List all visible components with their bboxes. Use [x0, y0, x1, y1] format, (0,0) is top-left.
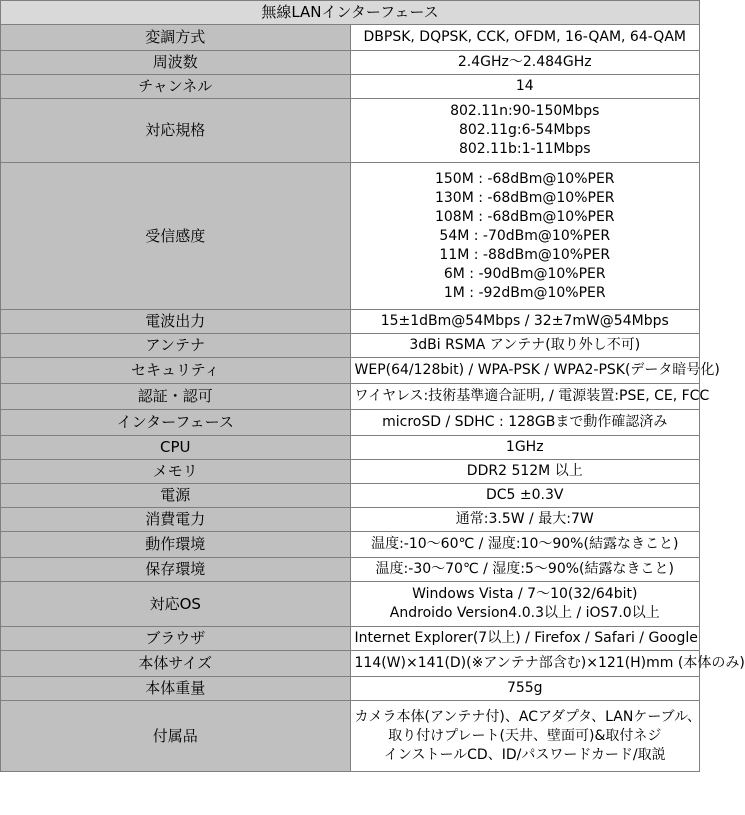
spec-label: 対応規格: [1, 99, 351, 163]
spec-value: [350, 558, 700, 582]
spec-value: [350, 51, 700, 75]
spec-value: [350, 532, 700, 558]
spec-value: [350, 25, 700, 51]
spec-row: [1, 651, 700, 677]
spec-value-line: Windows Vista / 7〜10(32/64bit): [412, 586, 638, 602]
spec-row: [1, 508, 700, 532]
spec-value-line: 755g: [506, 680, 543, 696]
spec-label: 本体サイズ: [1, 651, 351, 677]
spec-row: [1, 627, 700, 651]
spec-value-line: 54M : -70dBm@10%PER: [439, 227, 611, 244]
spec-value-line: 1M : -92dBm@10%PER: [443, 284, 606, 301]
spec-value-line: microSD / SDHC : 128GBまで動作確認済み: [382, 414, 668, 430]
spec-value: [350, 163, 700, 310]
spec-value-line: 通常:3.5W / 最大:7W: [455, 511, 594, 527]
spec-row: [1, 558, 700, 582]
spec-value-line: 取り付けプレート(天井、壁面可)&取付ネジ: [388, 727, 662, 744]
spec-value: [350, 677, 700, 701]
spec-row: [1, 25, 700, 51]
spec-label: メモリ: [1, 460, 351, 484]
spec-value: [350, 460, 700, 484]
spec-row: [1, 384, 700, 410]
spec-value-line: DBPSK, DQPSK, CCK, OFDM, 16-QAM, 64-QAM: [363, 29, 686, 45]
spec-value: [350, 508, 700, 532]
spec-table-title: 無線LANインターフェース: [1, 1, 700, 25]
spec-value: [350, 310, 700, 334]
spec-label: 周波数: [1, 51, 351, 75]
spec-row: [1, 582, 700, 627]
spec-value-line: カメラ本体(アンテナ付)、ACアダプタ、LANケーブル、: [354, 708, 701, 725]
spec-label: 電波出力: [1, 310, 351, 334]
spec-value-line: 130M : -68dBm@10%PER: [434, 189, 615, 206]
spec-row: [1, 310, 700, 334]
spec-row: [1, 532, 700, 558]
spec-label: 動作環境: [1, 532, 351, 558]
spec-row: [1, 334, 700, 358]
spec-label: 対応OS: [1, 582, 351, 627]
spec-label: 受信感度: [1, 163, 351, 310]
spec-label: 本体重量: [1, 677, 351, 701]
spec-row: [1, 460, 700, 484]
spec-label: アンテナ: [1, 334, 351, 358]
spec-value-line: 15±1dBm@54Mbps / 32±7mW@54Mbps: [380, 313, 669, 329]
spec-value-line: 温度:-10〜60℃ / 湿度:10〜90%(結露なきこと): [371, 536, 679, 552]
spec-value-line: 2.4GHz〜2.484GHz: [457, 54, 592, 70]
spec-row: [1, 51, 700, 75]
spec-row: [1, 75, 700, 99]
spec-value-line: 11M : -88dBm@10%PER: [439, 246, 611, 263]
spec-value: [350, 582, 700, 627]
spec-value-line: 1GHz: [505, 439, 544, 455]
spec-label: インターフェース: [1, 410, 351, 436]
spec-label: 保存環境: [1, 558, 351, 582]
spec-label: ブラウザ: [1, 627, 351, 651]
spec-value: [350, 334, 700, 358]
spec-value: [350, 484, 700, 508]
spec-row: [1, 677, 700, 701]
spec-table-body: [1, 1, 745, 772]
spec-value-line: 108M : -68dBm@10%PER: [434, 208, 615, 225]
spec-value-line: インストールCD、ID/パスワードカード/取説: [383, 746, 666, 763]
spec-row: [1, 99, 700, 163]
spec-value-line: 14: [515, 78, 534, 94]
spec-label: 消費電力: [1, 508, 351, 532]
spec-row: [1, 701, 700, 772]
spec-value: [350, 701, 700, 772]
spec-label: 電源: [1, 484, 351, 508]
spec-value-line: 3dBi RSMA アンテナ(取り外し不可): [409, 337, 641, 353]
spec-row: [1, 436, 700, 460]
spec-value: [350, 75, 700, 99]
spec-label: 付属品: [1, 701, 351, 772]
spec-label: チャンネル: [1, 75, 351, 99]
spec-value-line: 150M : -68dBm@10%PER: [434, 170, 615, 187]
spec-value-line: 802.11n:90-150Mbps: [450, 103, 600, 119]
spec-value-line: WEP(64/128bit) / WPA-PSK / WPA2-PSK(データ暗号化): [354, 362, 720, 378]
spec-row: [1, 410, 700, 436]
spec-row: [1, 163, 700, 310]
spec-value: [350, 99, 700, 163]
spec-value-line: ワイヤレス:技術基準適合証明, / 電源装置:PSE, CE, FCC: [354, 388, 710, 404]
spec-value: [350, 436, 700, 460]
spec-value: [350, 410, 700, 436]
spec-value-line: 6M : -90dBm@10%PER: [443, 265, 606, 282]
spec-value-line: 802.11b:1-11Mbps: [458, 141, 591, 157]
spec-value-line: DC5 ±0.3V: [486, 487, 564, 503]
spec-label: CPU: [1, 436, 351, 460]
spec-value: [350, 651, 745, 677]
spec-value: [350, 627, 700, 651]
spec-value: [350, 358, 720, 384]
spec-label: 変調方式: [1, 25, 351, 51]
spec-title-row: [1, 1, 700, 25]
spec-label: 認証・認可: [1, 384, 351, 410]
spec-value-line: 802.11g:6-54Mbps: [458, 122, 591, 138]
spec-value-line: Androido Version4.0.3以上 / iOS7.0以上: [389, 605, 660, 621]
spec-label: セキュリティ: [1, 358, 351, 384]
spec-value-line: Internet Explorer(7以上) / Firefox / Safari / Google: [354, 630, 698, 646]
spec-value-line: DDR2 512M 以上: [466, 463, 583, 479]
spec-row: [1, 484, 700, 508]
spec-value-line: 114(W)×141(D)(※アンテナ部含む)×121(H)mm (本体のみ): [354, 655, 745, 671]
spec-value-line: 温度:-30〜70℃ / 湿度:5〜90%(結露なきこと): [375, 561, 674, 577]
spec-row: [1, 358, 700, 384]
spec-value: [350, 384, 710, 410]
